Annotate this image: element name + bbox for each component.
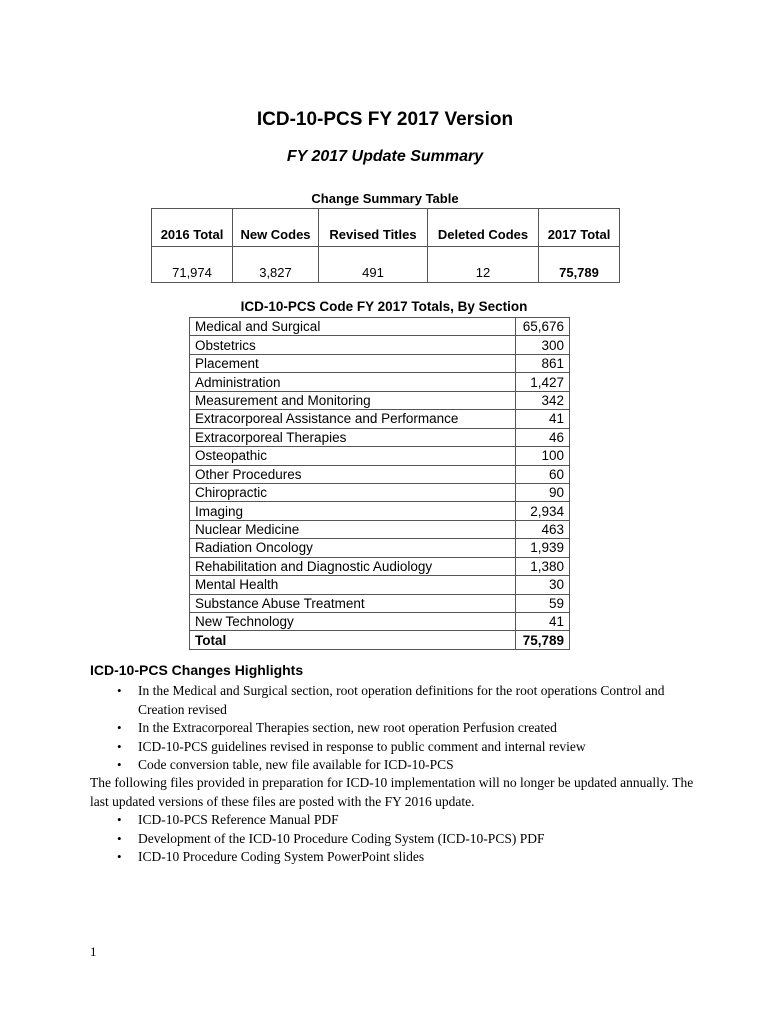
section-name: Obstetrics bbox=[190, 336, 516, 354]
list-item-text: Code conversion table, new file available for ICD-10-PCS bbox=[138, 757, 454, 772]
files-list bbox=[90, 811, 690, 867]
section-name: Extracorporeal Assistance and Performance bbox=[190, 410, 516, 428]
header-deleted-codes: Deleted Codes bbox=[428, 209, 539, 247]
page-subtitle: FY 2017 Update Summary bbox=[286, 148, 484, 165]
section-count: 65,676 bbox=[516, 318, 570, 336]
section-name: Nuclear Medicine bbox=[190, 520, 516, 538]
section-count: 59 bbox=[516, 594, 570, 612]
section-name: Substance Abuse Treatment bbox=[190, 594, 516, 612]
value-revised-titles: 491 bbox=[319, 247, 428, 283]
section-name: Radiation Oncology bbox=[190, 539, 516, 557]
section-count: 100 bbox=[516, 447, 570, 465]
section-name: Extracorporeal Therapies bbox=[190, 428, 516, 446]
list-item bbox=[90, 719, 690, 738]
bullet-icon: • bbox=[117, 738, 122, 754]
list-item bbox=[90, 738, 690, 757]
table-row bbox=[190, 354, 570, 372]
section-name: Chiropractic bbox=[190, 483, 516, 501]
table-row bbox=[190, 428, 570, 446]
value-2017-total: 75,789 bbox=[539, 247, 620, 283]
section-totals-caption: ICD-10-PCS Code FY 2017 Totals, By Section bbox=[240, 299, 528, 314]
section-name: Rehabilitation and Diagnostic Audiology bbox=[190, 557, 516, 575]
table-row bbox=[190, 576, 570, 594]
table-row bbox=[190, 483, 570, 501]
header-revised-titles: Revised Titles bbox=[319, 209, 428, 247]
section-name: New Technology bbox=[190, 613, 516, 631]
bullet-icon: • bbox=[117, 849, 122, 864]
table-row bbox=[190, 520, 570, 538]
section-count: 90 bbox=[516, 483, 570, 501]
list-item-text: ICD-10-PCS guidelines revised in response to public comment and internal review bbox=[138, 738, 586, 754]
list-item-text: In the Extracorporeal Therapies section, new root operation Perfusion created bbox=[138, 720, 557, 735]
section-count: 41 bbox=[516, 410, 570, 428]
section-count: 1,939 bbox=[516, 539, 570, 557]
section-count: 1,427 bbox=[516, 373, 570, 391]
table-row bbox=[190, 539, 570, 557]
table-row bbox=[190, 447, 570, 465]
section-totals-table bbox=[189, 317, 570, 650]
bullet-icon: • bbox=[117, 812, 122, 827]
section-count: 30 bbox=[516, 576, 570, 594]
table-row bbox=[190, 318, 570, 336]
page-number: 1 bbox=[90, 944, 97, 959]
highlights-list bbox=[90, 682, 690, 775]
section-count: 861 bbox=[516, 354, 570, 372]
list-item-text: ICD-10 Procedure Coding System PowerPoint slides bbox=[138, 849, 425, 864]
list-item bbox=[90, 682, 690, 719]
section-name: Other Procedures bbox=[190, 465, 516, 483]
section-name: Measurement and Monitoring bbox=[190, 391, 516, 409]
list-item bbox=[90, 811, 690, 830]
table-row bbox=[190, 557, 570, 575]
change-summary-header-row bbox=[152, 209, 620, 247]
section-name: Administration bbox=[190, 373, 516, 391]
list-item bbox=[90, 848, 690, 867]
page-title: ICD-10-PCS FY 2017 Version bbox=[256, 109, 514, 130]
table-row bbox=[190, 465, 570, 483]
table-row bbox=[190, 336, 570, 354]
bullet-icon: • bbox=[117, 830, 122, 846]
section-name: Mental Health bbox=[190, 576, 516, 594]
change-summary-caption: Change Summary Table bbox=[311, 191, 459, 206]
bullet-icon: • bbox=[117, 720, 122, 735]
section-name: Imaging bbox=[190, 502, 516, 520]
value-deleted-codes: 12 bbox=[428, 247, 539, 283]
section-count: 41 bbox=[516, 613, 570, 631]
list-item-text: In the Medical and Surgical section, root operation definitions for the root operations Control and Creation revised bbox=[138, 683, 665, 717]
change-summary-value-row bbox=[152, 247, 620, 283]
change-summary-table bbox=[151, 208, 620, 283]
section-count: 300 bbox=[516, 336, 570, 354]
section-count: 342 bbox=[516, 391, 570, 409]
header-2017-total: 2017 Total bbox=[539, 209, 620, 247]
list-item bbox=[90, 830, 690, 849]
section-count: 46 bbox=[516, 428, 570, 446]
list-item bbox=[90, 756, 690, 775]
table-row bbox=[190, 502, 570, 520]
header-2016-total: 2016 Total bbox=[152, 209, 233, 247]
files-paragraph: The following files provided in preparation for ICD-10 implementation will no longer be updated annually. The last updated versions of these files are posted with the FY 2016 update. bbox=[90, 775, 694, 809]
section-name: Osteopathic bbox=[190, 447, 516, 465]
highlights-heading: ICD-10-PCS Changes Highlights bbox=[90, 662, 304, 678]
total-row bbox=[190, 631, 570, 649]
value-2016-total: 71,974 bbox=[152, 247, 233, 283]
bullet-icon: • bbox=[117, 683, 122, 698]
table-row bbox=[190, 410, 570, 428]
total-value: 75,789 bbox=[516, 631, 570, 649]
section-name: Medical and Surgical bbox=[190, 318, 516, 336]
bullet-icon: • bbox=[117, 757, 122, 772]
table-row bbox=[190, 373, 570, 391]
value-new-codes: 3,827 bbox=[233, 247, 319, 283]
section-count: 1,380 bbox=[516, 557, 570, 575]
header-new-codes: New Codes bbox=[233, 209, 319, 247]
list-item-text: ICD-10-PCS Reference Manual PDF bbox=[138, 812, 339, 827]
total-label: Total bbox=[190, 631, 516, 649]
list-item-text: Development of the ICD-10 Procedure Coding System (ICD-10-PCS) PDF bbox=[138, 830, 545, 846]
section-count: 2,934 bbox=[516, 502, 570, 520]
section-count: 463 bbox=[516, 520, 570, 538]
section-count: 60 bbox=[516, 465, 570, 483]
section-name: Placement bbox=[190, 354, 516, 372]
table-row bbox=[190, 613, 570, 631]
table-row bbox=[190, 594, 570, 612]
table-row bbox=[190, 391, 570, 409]
